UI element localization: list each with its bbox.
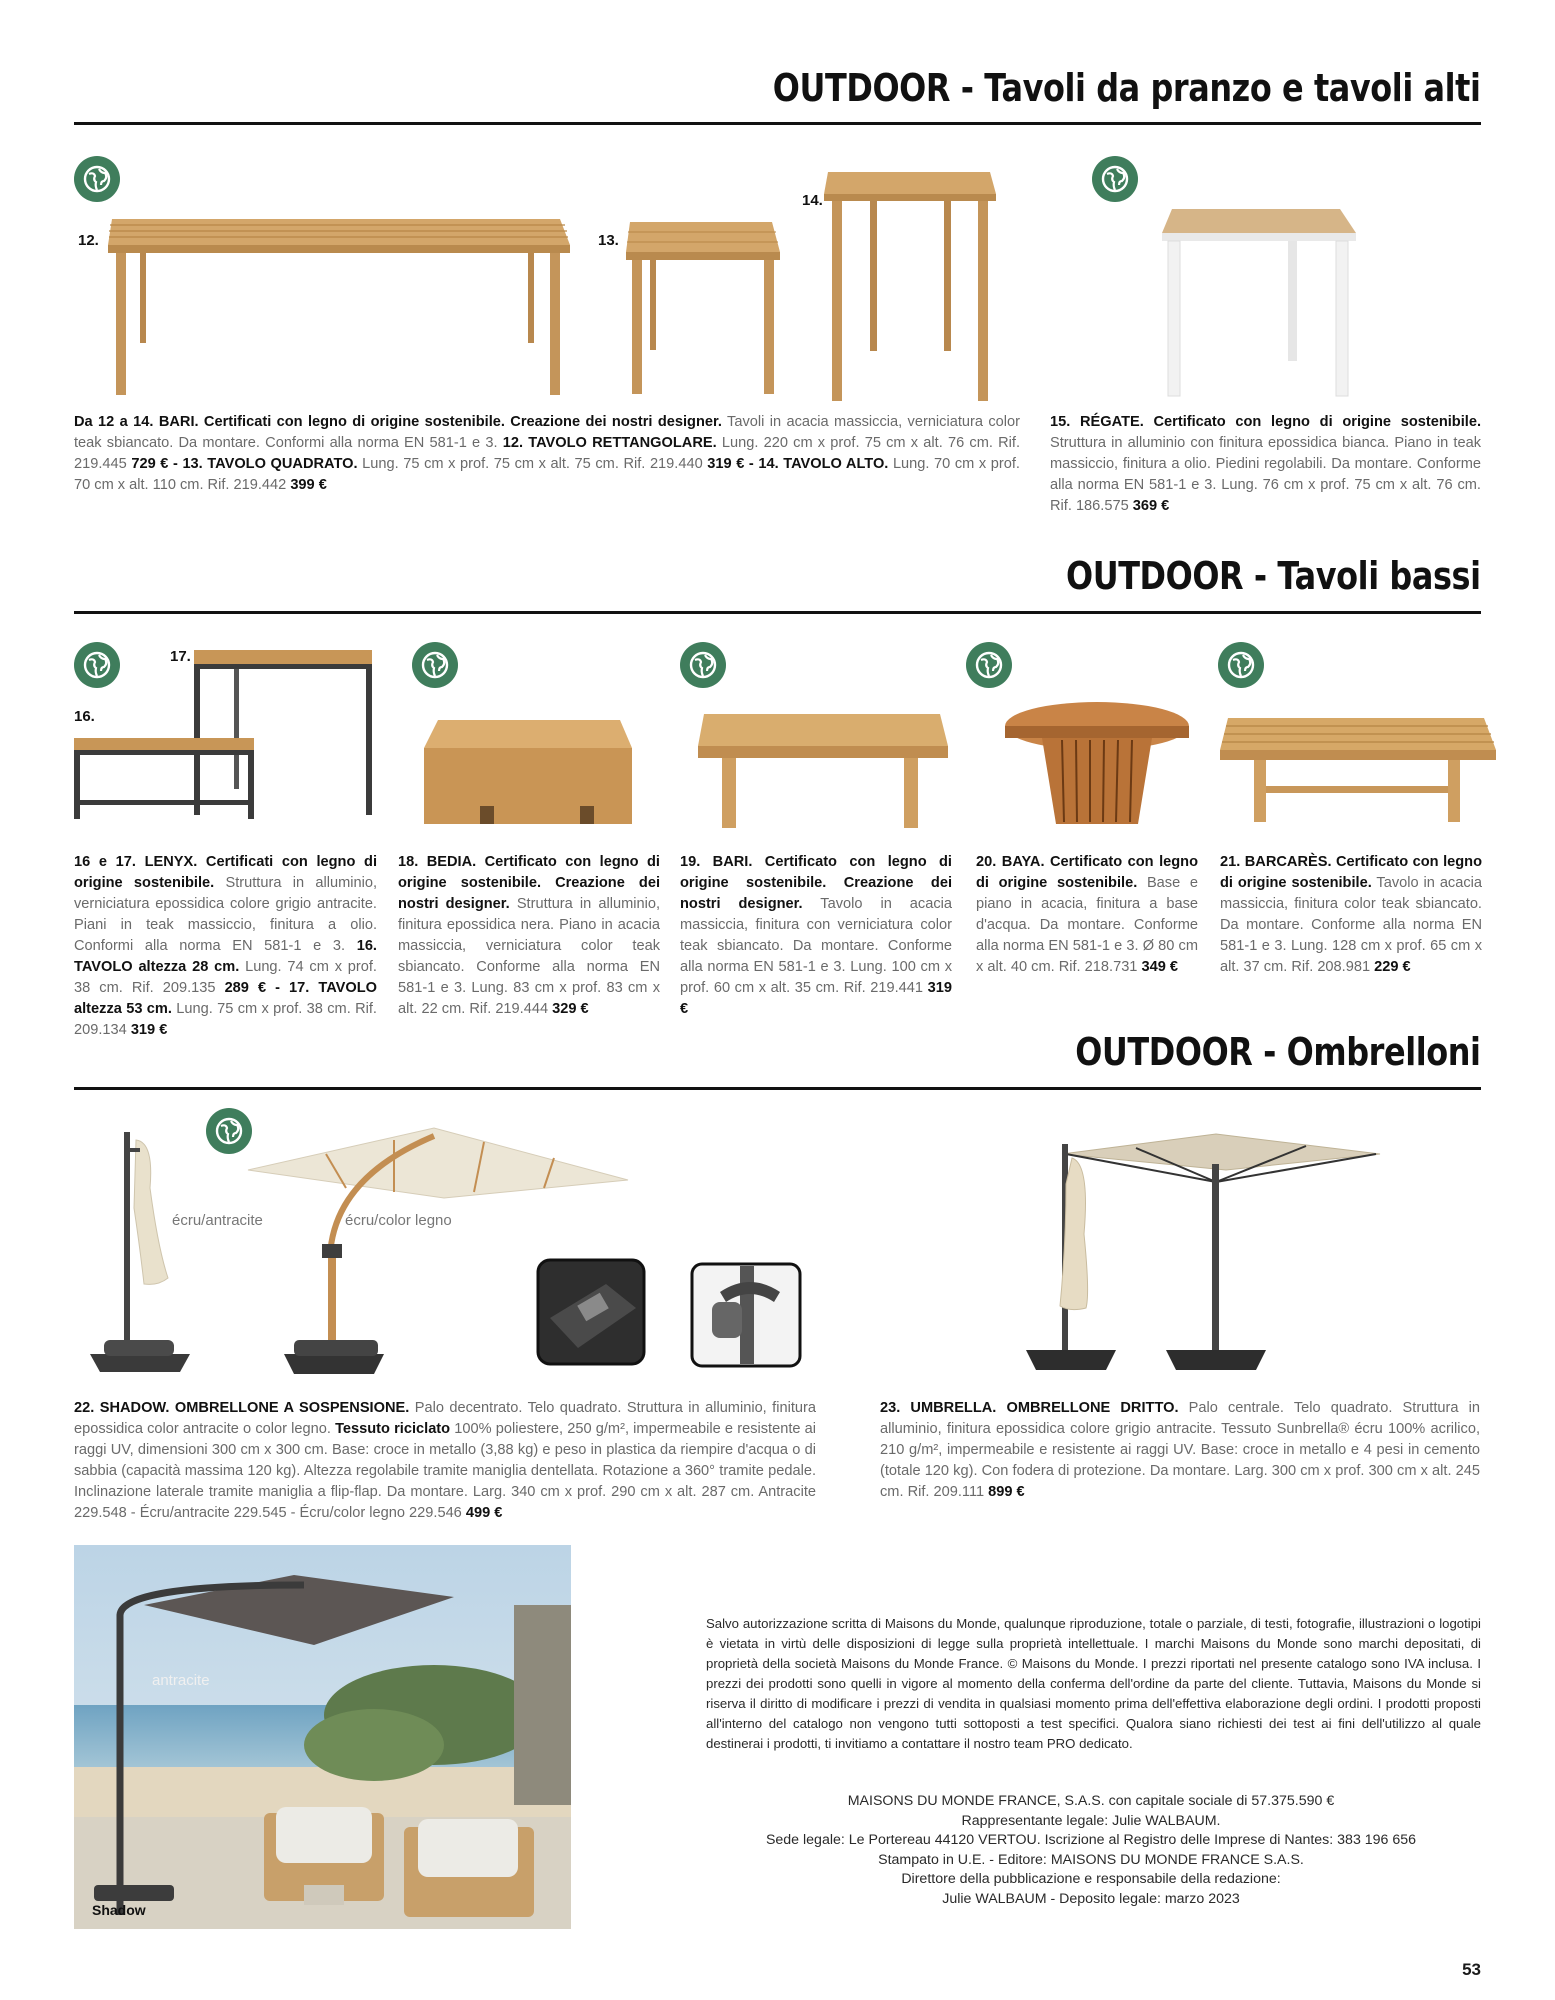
product-number-16: 16.	[74, 708, 95, 725]
price-16: 289 €	[224, 980, 267, 996]
table-bari-rectangular-image	[100, 215, 575, 400]
description-text: 100% poliestere, 250 g/m², impermeabile e resistente ai raggi UV, dimensioni 300 cm x 300 cm. Base: croce in metallo (3,88 kg) e peso in plastica da riempire d'acqua o di sabbia (capacità massima 120 kg). Altezza regolabile tramite maniglia dentellata. Rotazione a 360° tramite pedale. Inclinazione laterale tramite maniglia a flip-flap. Da montare. Larg. 340 cm x prof. 290 cm x alt. 287 cm. Antracite 229.548 - Écru/antracite 229.545 - Écru/color legno 229.546	[74, 1421, 817, 1521]
price-17: 319 €	[130, 1022, 168, 1038]
photo-caption-antracite: antracite	[152, 1672, 210, 1689]
umbrella-detail-pedal-image	[536, 1258, 646, 1366]
description-regate	[1050, 412, 1481, 517]
description-lead: 18. BEDIA. Certificato con legno di origine sostenibile. Creazione dei nostri designer.	[398, 854, 660, 912]
price-13: 319 €	[707, 456, 745, 472]
product-name-17: 17. TAVOLO altezza 53 cm.	[74, 980, 377, 1017]
separator: -	[168, 456, 183, 472]
product-name-16: 16. TAVOLO altezza 28 cm.	[74, 938, 377, 975]
price-12: 729 €	[131, 456, 169, 472]
description-text: Base e piano in acacia, finitura a base d'acqua. Da montare. Conforme alla norma EN 581-1 e 3. Ø 80 cm x alt. 40 cm. Rif. 218.731	[976, 875, 1198, 975]
description-shadow-umbrella	[74, 1398, 816, 1524]
price-23: 899 €	[988, 1484, 1025, 1500]
globe-leaf-icon	[420, 650, 450, 680]
separator: -	[266, 980, 290, 996]
description-text: Palo decentrato. Telo quadrato. Struttura in alluminio, finitura epossidica color antracite o color legno.	[74, 1400, 816, 1437]
eco-badge	[74, 156, 120, 202]
page-number: 53	[1462, 1960, 1481, 1979]
section-title-low-tables: OUTDOOR - Tavoli bassi	[1066, 554, 1481, 598]
photo-caption-shadow: Shadow	[92, 1902, 146, 1918]
description-lead: 16 e 17. LENYX. Certificati con legno di origine sostenibile.	[74, 854, 377, 891]
section-rule	[74, 611, 1481, 614]
umbrella-shadow-closed-image	[84, 1128, 204, 1378]
shadow-umbrella-lifestyle-photo	[74, 1545, 571, 1929]
description-lead: 21. BARCARÈS. Certificato con legno di origine sostenibile.	[1220, 854, 1482, 891]
description-text: Struttura in alluminio con finitura epossidica bianca. Piano in teak massiccio, finitura a olio. Piedini regolabili. Da montare. Conforme alla norma EN 581-1 e 3. Lung. 76 cm x prof. 75 cm x alt. 76 cm. Rif. 186.575	[1050, 435, 1481, 514]
table-bedia-image	[420, 718, 635, 828]
description-barcares	[1220, 852, 1482, 978]
section-rule	[74, 122, 1481, 125]
color-caption: écru/color legno	[345, 1212, 452, 1229]
separator: -	[744, 456, 759, 472]
product-name-13: 13. TAVOLO QUADRATO.	[182, 456, 358, 472]
description-text: Struttura in alluminio, finitura epossidica nera. Piano in acacia massiccia, verniciatura color teak sbiancato. Conforme alla norma EN 581-1 e 3. Lung. 83 cm x prof. 83 cm x alt. 22 cm. Rif. 219.444	[398, 896, 660, 1017]
description-text: Palo centrale. Telo quadrato. Struttura in alluminio, finitura epossidica colore grigio antracite. Tessuto Sunbrella® écru 100% acrilico, 210 g/m², impermeabile e resistente ai raggi UV. Base: croce in metallo e 4 pesi in cemento (totale 120 kg). Con fodera di protezione. Da montare. Larg. 300 cm x prof. 300 cm x alt. 245 cm. Rif. 209.111	[880, 1400, 1480, 1500]
description-text: Lung. 220 cm x prof. 75 cm x alt. 76 cm. Rif. 219.445	[74, 435, 1020, 472]
description-lenyx	[74, 852, 377, 1041]
globe-leaf-icon	[1100, 164, 1130, 194]
price-18: 329 €	[552, 1001, 589, 1017]
eco-badge	[966, 642, 1012, 688]
description-bedia	[398, 852, 660, 1020]
eco-badge	[680, 642, 726, 688]
product-number-12: 12.	[78, 232, 99, 249]
description-text: Tavolo in acacia massiccia, finitura con verniciatura color teak sbiancato. Da montare. Conforme alla norma EN 581-1 e 3. Lung. 100 cm x prof. 60 cm x alt. 35 cm. Rif. 219.441	[680, 896, 952, 996]
product-number-17: 17.	[170, 648, 191, 665]
company-line: Rappresentante legale: Julie WALBAUM.	[961, 1812, 1221, 1829]
product-number-13: 13.	[598, 232, 619, 249]
price-14: 399 €	[290, 477, 327, 493]
price-22: 499 €	[465, 1505, 503, 1521]
description-lead: Da 12 a 14. BARI. Certificati con legno di origine sostenibile. Creazione dei nostri designer.	[74, 414, 722, 430]
description-text: Tavolo in acacia massiccia, finitura color teak sbiancato. Da montare. Conforme alla norma EN 581-1 e 3. Lung. 128 cm x prof. 65 cm x alt. 37 cm. Rif. 208.981	[1220, 875, 1482, 975]
company-line: Sede legale: Le Portereau 44120 VERTOU. Iscrizione al Registro delle Imprese di Nantes: 383 196 656	[765, 1832, 1417, 1848]
description-straight-umbrella	[880, 1398, 1480, 1503]
table-regate-image	[1160, 205, 1360, 400]
description-text: Tavoli in acacia massiccia, verniciatura color teak sbiancato. Da montare. Conformi alla norma EN 581-1 e 3.	[74, 414, 1020, 451]
product-number-14: 14.	[802, 192, 823, 209]
description-lead: 20. BAYA. Certificato con legno di origine sostenibile.	[976, 854, 1198, 891]
description-text: Lung. 75 cm x prof. 38 cm. Rif. 209.134	[74, 1001, 377, 1038]
description-bari-dining	[74, 412, 1020, 496]
legal-notice: Salvo autorizzazione scritta di Maisons du Monde, qualunque riproduzione, totale o parziale, di testi, fotografie, illustrazioni o logotipi è vietata in virtù delle disposizioni di legge sulla proprietà intellettuale. I marchi Maisons du Monde sono marchi depositati, di proprietà della società Maisons du Monde France. © Maisons du Monde. I prezzi riportati nel presente catalogo sono IVA inclusa. I prezzi dei prodotti sono quelli in vigore al momento della conferma dell'ordine da parte del cliente. Tuttavia, Maisons du Monde si riserva il diritto di modificare i prezzi di vendita in qualsiasi momento prima dell'effettiva elaborazione degli ordini. I prodotti proposti all'interno del catalogo non vengono tutti sottoposti a test specifici. Qualora siano richiesti dei test ai fini dell'utilizzo al quale destinerai i prodotti, ti invitiamo a contattare il nostro team PRO dedicato.	[706, 1616, 1481, 1751]
company-line: MAISONS DU MONDE FRANCE, S.A.S. con capitale sociale di 57.375.590 €	[847, 1793, 1335, 1809]
price-21: 229 €	[1374, 959, 1411, 975]
section-rule	[74, 1087, 1481, 1090]
eco-badge	[1092, 156, 1138, 202]
company-line: Direttore della pubblicazione e responsabile della redazione:	[901, 1871, 1281, 1887]
description-lead: 19. BARI. Certificato con legno di origine sostenibile. Creazione dei nostri designer.	[680, 854, 952, 912]
table-bari-low-image	[694, 712, 954, 832]
price-19: 319 €	[680, 980, 952, 1017]
description-text: Lung. 75 cm x prof. 75 cm x alt. 75 cm. Rif. 219.440	[357, 456, 708, 472]
description-text: Lung. 74 cm x prof. 38 cm. Rif. 209.135	[74, 959, 377, 996]
color-caption: écru/antracite	[172, 1212, 263, 1229]
product-name-12: 12. TAVOLO RETTANGOLARE.	[502, 435, 717, 451]
recycled-fabric-label: Tessuto riciclato	[335, 1421, 451, 1437]
company-line: Julie WALBAUM - Deposito legale: marzo 2023	[942, 1890, 1240, 1907]
description-lead: 23. UMBRELLA. OMBRELLONE DRITTO.	[880, 1400, 1179, 1416]
table-bari-square-image	[622, 218, 787, 398]
description-lead: 22. SHADOW. OMBRELLONE A SOSPENSIONE.	[74, 1400, 410, 1416]
price-20: 349 €	[1141, 959, 1179, 975]
description-lead: 15. RÉGATE. Certificato con legno di origine sostenibile.	[1050, 414, 1481, 430]
description-bari-low	[680, 852, 952, 1020]
product-name-14: 14. TAVOLO ALTO.	[758, 456, 889, 472]
section-title-dining: OUTDOOR - Tavoli da pranzo e tavoli alti	[773, 66, 1481, 110]
section-title-umbrellas: OUTDOOR - Ombrelloni	[1075, 1030, 1481, 1074]
company-info	[726, 1792, 1456, 1909]
umbrella-straight-image	[1026, 1124, 1386, 1378]
umbrella-detail-handle-image	[690, 1262, 802, 1368]
globe-leaf-icon	[1226, 650, 1256, 680]
description-text: Struttura in alluminio, verniciatura epossidica colore grigio antracite. Piani in teak massiccio, finitura a olio. Conformi alla norma EN 581-1 e 3.	[74, 875, 377, 954]
globe-leaf-icon	[82, 164, 112, 194]
eco-badge	[412, 642, 458, 688]
price-15: 369 €	[1132, 498, 1170, 514]
table-baya-image	[1002, 700, 1192, 830]
globe-leaf-icon	[214, 1116, 244, 1146]
company-line: Stampato in U.E. - Editore: MAISONS DU MONDE FRANCE S.A.S.	[878, 1851, 1304, 1868]
globe-leaf-icon	[974, 650, 1004, 680]
table-barcares-image	[1218, 716, 1498, 826]
eco-badge	[1218, 642, 1264, 688]
description-text: Lung. 70 cm x prof. 70 cm x alt. 110 cm. Rif. 219.442	[74, 456, 1020, 493]
globe-leaf-icon	[688, 650, 718, 680]
table-lenyx-image	[74, 650, 379, 825]
description-baya	[976, 852, 1198, 978]
table-bari-high-image	[822, 168, 1002, 403]
